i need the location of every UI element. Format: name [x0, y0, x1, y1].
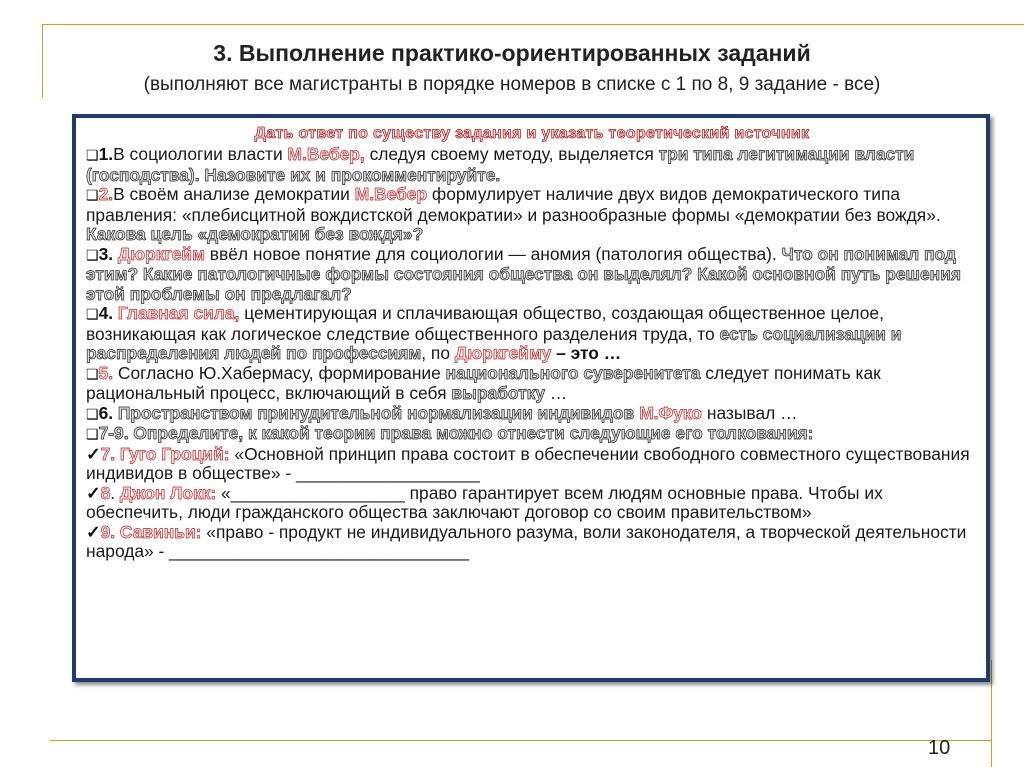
frame-line-top — [42, 24, 1024, 25]
question-text: Какова цель «демократии без вождя»? — [86, 224, 424, 244]
author-name: Джон Локк: — [119, 482, 217, 503]
task-item-9: ✓9. Савиньи: «право - продукт не индивидуального разума, воли законодателя, а творческой деятельности народа» - _______________________________ — [86, 521, 967, 561]
task-item-5: ❑5. Согласно Ю.Хабермасу, формирование национального суверенитета следует понимать как рациональный процесс, включающий в себя выработку … — [86, 362, 881, 403]
author-name: Савиньи: — [119, 521, 202, 542]
bullet-icon: ❑ — [86, 426, 99, 442]
frame-line-bottom — [50, 740, 992, 741]
bullet-icon: ❑ — [86, 306, 99, 322]
task-item-8: ✓8. Джон Локк: «__________________ право гарантирует всем людям основные права. Чтобы их обеспечить, люди гражданского общества заключают договор со своим правительством» — [86, 482, 883, 522]
bullet-icon: ❑ — [86, 405, 99, 422]
slide-title: 3. Выполнение практико-ориентированных заданий — [213, 40, 811, 66]
frame-line-right — [991, 660, 992, 767]
checkmark-icon: ✓ — [86, 443, 101, 464]
task-heading: Дать ответ по существу задания и указать теоретический источник — [254, 125, 810, 142]
question-text: выработку — [451, 383, 546, 403]
slide-subtitle: (выполняют все магистранты в порядке номеров в списке с 1 по 8, 9 задание - все) — [143, 74, 881, 95]
bullet-icon: ❑ — [86, 147, 99, 163]
tasks-box — [72, 114, 990, 682]
page-number: 10 — [928, 737, 951, 759]
author-name: М.Фуко — [639, 402, 703, 423]
task-item-2: ❑2.В своём анализе демократии М.Вебер формулирует наличие двух видов демократического типа правления: «плебисцитной вождистской демократии» и разнообразные формы «демократии без вождя». Какова цель «демократии без вождя»? — [86, 184, 941, 244]
bullet-icon: ❑ — [86, 187, 99, 203]
checkmark-icon: ✓ — [86, 482, 101, 503]
task-item-1: ❑1.В социологии власти М.Вебер, следуя своему методу, выделяется три типа легитимации власти (господства). Назовите их и прокомментируйте. — [86, 144, 915, 185]
author-name: Гуго Гроций: — [119, 443, 230, 464]
author-name: Дюркгейму — [454, 343, 552, 363]
task-item-7-9: ❑7-9. Определите, к какой теории права можно отнести следующие его толкования: — [86, 423, 814, 443]
tasks-list — [86, 145, 976, 562]
question-text: три типа легитимации власти (господства). Назовите их и прокомментируйте. — [86, 144, 915, 185]
question-text: Пространством принудительной нормализации индивидов — [117, 402, 635, 423]
task-item-3: ❑3. Дюркгейм ввёл новое понятие для социологии — аномия (патология общества). Что он понимал под этим? Какие патологичные формы состояния общества он выделял? Какой основной путь решения этой проблемы он предлагал? — [86, 243, 961, 304]
task-item-4: ❑4. Главная сила, цементирующая и сплачивающая общество, создающая общественное целое, возникающая как логическое следствие общественного разделения труда, то есть социализации и распределения людей по профессиям, по Дюркгейму – это … — [86, 303, 902, 363]
author-name: М.Вебер — [354, 184, 428, 204]
question-text: Что он понимал под этим? Какие патологичные формы состояния общества он выделял? Какой основной путь решения этой проблемы он предлагал? — [86, 243, 961, 304]
task-item-6: ❑6. Пространством принудительной нормализации индивидов М.Фуко называл … — [86, 402, 798, 423]
task-item-7: ✓7. Гуго Гроций: «Основной принцип права состоит в обеспечении свободного совместного существования индивидов в обществе» - ___________________ — [86, 443, 970, 483]
question-text: есть социализации и распределения людей по профессиям — [86, 323, 902, 363]
question-text: национального суверенитета — [445, 362, 701, 383]
author-name: М.Вебер, — [287, 144, 365, 164]
bullet-icon: ❑ — [86, 246, 99, 263]
checkmark-icon: ✓ — [86, 521, 101, 542]
question-text: Определите, к какой теории права можно отнести следующие его толкования: — [133, 423, 814, 443]
author-name: Дюркгейм — [117, 243, 205, 264]
bullet-icon: ❑ — [86, 365, 99, 382]
